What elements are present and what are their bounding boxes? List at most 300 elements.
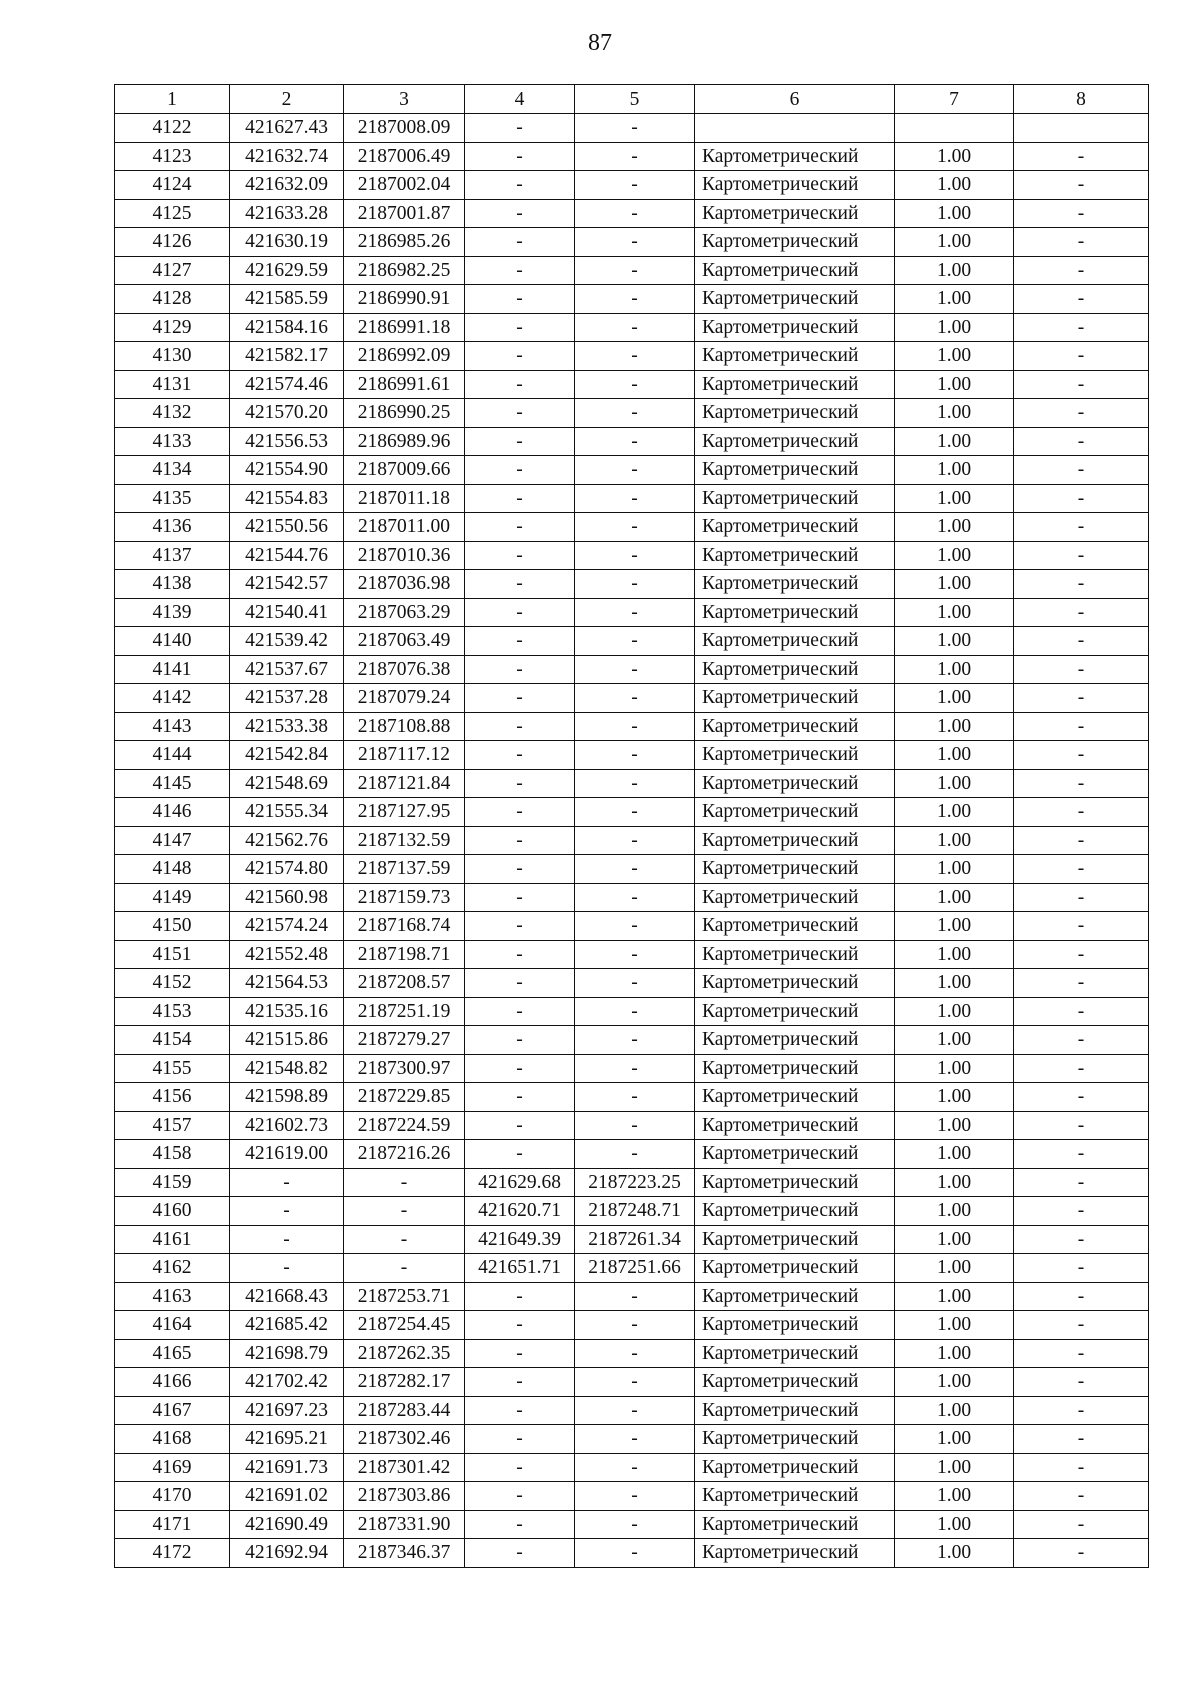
accuracy-cell: 1.00 [895,1225,1014,1254]
table-row [115,427,1149,456]
x-coordinate-cell: - [230,1197,344,1226]
point-number-cell: 4148 [115,855,230,884]
x-coordinate-alt-cell: - [465,798,575,827]
y-coordinate-alt-cell: - [575,598,695,627]
y-coordinate-cell: 2187229.85 [344,1083,465,1112]
note-cell: - [1014,1026,1149,1055]
point-number-cell: 4172 [115,1539,230,1568]
method-cell: Картометрический [695,1453,895,1482]
accuracy-cell: 1.00 [895,598,1014,627]
note-cell: - [1014,1396,1149,1425]
method-cell: Картометрический [695,370,895,399]
y-coordinate-cell: 2186990.25 [344,399,465,428]
y-coordinate-cell: 2187262.35 [344,1339,465,1368]
y-coordinate-cell: 2187006.49 [344,142,465,171]
method-cell: Картометрический [695,456,895,485]
method-cell: Картометрический [695,427,895,456]
point-number-cell: 4151 [115,940,230,969]
y-coordinate-cell: 2187063.29 [344,598,465,627]
x-coordinate-alt-cell: - [465,627,575,656]
table-row [115,199,1149,228]
y-coordinate-alt-cell: - [575,997,695,1026]
x-coordinate-alt-cell: 421649.39 [465,1225,575,1254]
method-cell: Картометрический [695,627,895,656]
point-number-cell: 4123 [115,142,230,171]
accuracy-cell: 1.00 [895,1140,1014,1169]
table-row [115,1453,1149,1482]
y-coordinate-alt-cell: - [575,712,695,741]
point-number-cell: 4129 [115,313,230,342]
table-row [115,1054,1149,1083]
accuracy-cell: 1.00 [895,997,1014,1026]
point-number-cell: 4133 [115,427,230,456]
point-number-cell: 4167 [115,1396,230,1425]
x-coordinate-alt-cell: - [465,769,575,798]
y-coordinate-alt-cell: - [575,1539,695,1568]
accuracy-cell: 1.00 [895,684,1014,713]
y-coordinate-cell: 2187301.42 [344,1453,465,1482]
y-coordinate-alt-cell: - [575,513,695,542]
y-coordinate-alt-cell: - [575,1425,695,1454]
point-number-cell: 4125 [115,199,230,228]
table-row [115,1368,1149,1397]
accuracy-cell: 1.00 [895,769,1014,798]
method-cell: Картометрический [695,256,895,285]
y-coordinate-cell: 2186985.26 [344,228,465,257]
note-cell: - [1014,142,1149,171]
y-coordinate-cell: 2187011.00 [344,513,465,542]
x-coordinate-cell: 421630.19 [230,228,344,257]
y-coordinate-alt-cell: - [575,769,695,798]
accuracy-cell: 1.00 [895,627,1014,656]
table-row [115,171,1149,200]
method-cell: Картометрический [695,171,895,200]
note-cell: - [1014,1197,1149,1226]
method-cell: Картометрический [695,883,895,912]
x-coordinate-alt-cell: - [465,912,575,941]
note-cell: - [1014,456,1149,485]
table-row [115,1168,1149,1197]
table-row [115,399,1149,428]
x-coordinate-alt-cell: - [465,142,575,171]
accuracy-cell: 1.00 [895,655,1014,684]
y-coordinate-alt-cell: - [575,342,695,371]
x-coordinate-alt-cell: - [465,1482,575,1511]
y-coordinate-cell: 2187302.46 [344,1425,465,1454]
y-coordinate-alt-cell: - [575,1282,695,1311]
y-coordinate-alt-cell: - [575,570,695,599]
y-coordinate-cell: 2186992.09 [344,342,465,371]
note-cell: - [1014,1311,1149,1340]
x-coordinate-cell: 421552.48 [230,940,344,969]
accuracy-cell: 1.00 [895,370,1014,399]
accuracy-cell: 1.00 [895,541,1014,570]
table-row [115,1282,1149,1311]
x-coordinate-alt-cell: - [465,427,575,456]
x-coordinate-cell: 421695.21 [230,1425,344,1454]
y-coordinate-cell: 2187132.59 [344,826,465,855]
point-number-cell: 4156 [115,1083,230,1112]
note-cell: - [1014,912,1149,941]
method-cell: Картометрический [695,484,895,513]
x-coordinate-cell: 421685.42 [230,1311,344,1340]
y-coordinate-cell: 2187063.49 [344,627,465,656]
table-row [115,313,1149,342]
y-coordinate-alt-cell: - [575,1111,695,1140]
point-number-cell: 4143 [115,712,230,741]
table-row [115,855,1149,884]
x-coordinate-cell: 421702.42 [230,1368,344,1397]
y-coordinate-cell: 2187253.71 [344,1282,465,1311]
table-row [115,1311,1149,1340]
table-row [115,1225,1149,1254]
y-coordinate-alt-cell: - [575,142,695,171]
x-coordinate-cell: 421574.80 [230,855,344,884]
accuracy-cell: 1.00 [895,484,1014,513]
x-coordinate-alt-cell: - [465,256,575,285]
x-coordinate-cell: 421548.82 [230,1054,344,1083]
x-coordinate-cell: 421691.02 [230,1482,344,1511]
x-coordinate-cell: 421598.89 [230,1083,344,1112]
method-cell: Картометрический [695,1026,895,1055]
note-cell: - [1014,1425,1149,1454]
y-coordinate-alt-cell: - [575,1482,695,1511]
accuracy-cell: 1.00 [895,1083,1014,1112]
table-row [115,1026,1149,1055]
table-row [115,370,1149,399]
point-number-cell: 4134 [115,456,230,485]
point-number-cell: 4131 [115,370,230,399]
accuracy-cell: 1.00 [895,1026,1014,1055]
x-coordinate-alt-cell: - [465,598,575,627]
x-coordinate-alt-cell: - [465,969,575,998]
note-cell: - [1014,541,1149,570]
y-coordinate-alt-cell: - [575,1368,695,1397]
x-coordinate-cell: 421619.00 [230,1140,344,1169]
point-number-cell: 4127 [115,256,230,285]
x-coordinate-alt-cell: - [465,1453,575,1482]
point-number-cell: 4150 [115,912,230,941]
x-coordinate-alt-cell: - [465,684,575,713]
y-coordinate-cell: 2187008.09 [344,114,465,143]
method-cell: Картометрический [695,1482,895,1511]
point-number-cell: 4128 [115,285,230,314]
y-coordinate-alt-cell: 2187261.34 [575,1225,695,1254]
point-number-cell: 4146 [115,798,230,827]
x-coordinate-cell: 421539.42 [230,627,344,656]
y-coordinate-alt-cell: - [575,627,695,656]
coordinates-table [114,84,1149,1568]
accuracy-cell: 1.00 [895,855,1014,884]
point-number-cell: 4166 [115,1368,230,1397]
note-cell: - [1014,712,1149,741]
y-coordinate-cell: 2187137.59 [344,855,465,884]
accuracy-cell: 1.00 [895,940,1014,969]
table-row [115,798,1149,827]
y-coordinate-cell: 2187279.27 [344,1026,465,1055]
x-coordinate-cell: 421540.41 [230,598,344,627]
x-coordinate-alt-cell: - [465,171,575,200]
y-coordinate-cell: 2186990.91 [344,285,465,314]
x-coordinate-cell: 421537.67 [230,655,344,684]
table-row [115,741,1149,770]
accuracy-cell: 1.00 [895,1111,1014,1140]
point-number-cell: 4163 [115,1282,230,1311]
point-number-cell: 4135 [115,484,230,513]
x-coordinate-cell: 421515.86 [230,1026,344,1055]
y-coordinate-cell: - [344,1197,465,1226]
table-row [115,1396,1149,1425]
accuracy-cell: 1.00 [895,1510,1014,1539]
accuracy-cell: 1.00 [895,1254,1014,1283]
note-cell: - [1014,199,1149,228]
note-cell: - [1014,997,1149,1026]
method-cell: Картометрический [695,1254,895,1283]
method-cell: Картометрический [695,570,895,599]
point-number-cell: 4132 [115,399,230,428]
accuracy-cell: 1.00 [895,883,1014,912]
table-row [115,256,1149,285]
y-coordinate-cell: 2187011.18 [344,484,465,513]
point-number-cell: 4162 [115,1254,230,1283]
accuracy-cell: 1.00 [895,912,1014,941]
note-cell: - [1014,1225,1149,1254]
point-number-cell: 4141 [115,655,230,684]
point-number-cell: 4155 [115,1054,230,1083]
x-coordinate-cell: 421632.74 [230,142,344,171]
accuracy-cell: 1.00 [895,228,1014,257]
x-coordinate-cell: 421556.53 [230,427,344,456]
note-cell: - [1014,484,1149,513]
column-header-6: 6 [695,85,895,114]
x-coordinate-alt-cell: - [465,1311,575,1340]
y-coordinate-alt-cell: - [575,228,695,257]
x-coordinate-cell: 421550.56 [230,513,344,542]
x-coordinate-alt-cell: - [465,655,575,684]
x-coordinate-cell: 421562.76 [230,826,344,855]
x-coordinate-cell: 421582.17 [230,342,344,371]
y-coordinate-cell: 2186982.25 [344,256,465,285]
note-cell: - [1014,1282,1149,1311]
accuracy-cell: 1.00 [895,741,1014,770]
page-number: 87 [588,30,612,56]
point-number-cell: 4160 [115,1197,230,1226]
y-coordinate-cell: 2187159.73 [344,883,465,912]
y-coordinate-alt-cell: - [575,826,695,855]
accuracy-cell: 1.00 [895,1539,1014,1568]
accuracy-cell: 1.00 [895,1368,1014,1397]
method-cell: Картометрический [695,712,895,741]
point-number-cell: 4149 [115,883,230,912]
accuracy-cell: 1.00 [895,1425,1014,1454]
accuracy-cell: 1.00 [895,199,1014,228]
column-header-7: 7 [895,85,1014,114]
accuracy-cell: 1.00 [895,570,1014,599]
note-cell: - [1014,655,1149,684]
method-cell: Картометрический [695,940,895,969]
y-coordinate-alt-cell: - [575,855,695,884]
accuracy-cell [895,114,1014,143]
note-cell: - [1014,940,1149,969]
accuracy-cell: 1.00 [895,313,1014,342]
method-cell: Картометрический [695,1282,895,1311]
method-cell: Картометрический [695,1083,895,1112]
point-number-cell: 4169 [115,1453,230,1482]
y-coordinate-cell: 2187254.45 [344,1311,465,1340]
x-coordinate-alt-cell: - [465,1510,575,1539]
x-coordinate-cell: 421691.73 [230,1453,344,1482]
x-coordinate-alt-cell: - [465,883,575,912]
point-number-cell: 4153 [115,997,230,1026]
note-cell: - [1014,1368,1149,1397]
point-number-cell: 4122 [115,114,230,143]
x-coordinate-cell: 421633.28 [230,199,344,228]
x-coordinate-alt-cell: - [465,370,575,399]
note-cell: - [1014,1168,1149,1197]
note-cell: - [1014,598,1149,627]
x-coordinate-cell: - [230,1254,344,1283]
x-coordinate-cell: 421697.23 [230,1396,344,1425]
x-coordinate-alt-cell: - [465,541,575,570]
x-coordinate-cell: 421690.49 [230,1510,344,1539]
point-number-cell: 4136 [115,513,230,542]
x-coordinate-cell: 421542.57 [230,570,344,599]
y-coordinate-cell: 2187300.97 [344,1054,465,1083]
x-coordinate-cell: 421574.46 [230,370,344,399]
table-row [115,883,1149,912]
note-cell: - [1014,627,1149,656]
x-coordinate-alt-cell: - [465,1425,575,1454]
x-coordinate-cell: 421692.94 [230,1539,344,1568]
x-coordinate-cell: 421574.24 [230,912,344,941]
accuracy-cell: 1.00 [895,1453,1014,1482]
method-cell: Картометрический [695,598,895,627]
point-number-cell: 4168 [115,1425,230,1454]
point-number-cell: 4164 [115,1311,230,1340]
table-row [115,484,1149,513]
y-coordinate-cell: 2187076.38 [344,655,465,684]
y-coordinate-cell: 2187346.37 [344,1539,465,1568]
y-coordinate-cell: 2186991.61 [344,370,465,399]
y-coordinate-cell: - [344,1225,465,1254]
x-coordinate-cell: 421602.73 [230,1111,344,1140]
accuracy-cell: 1.00 [895,1311,1014,1340]
point-number-cell: 4139 [115,598,230,627]
method-cell: Картометрический [695,798,895,827]
note-cell: - [1014,1453,1149,1482]
x-coordinate-cell: 421668.43 [230,1282,344,1311]
method-cell: Картометрический [695,969,895,998]
method-cell: Картометрический [695,1168,895,1197]
table-row [115,940,1149,969]
method-cell: Картометрический [695,1197,895,1226]
y-coordinate-alt-cell: - [575,313,695,342]
x-coordinate-cell: 421585.59 [230,285,344,314]
table-row [115,456,1149,485]
method-cell: Картометрический [695,1368,895,1397]
y-coordinate-cell: 2187121.84 [344,769,465,798]
y-coordinate-alt-cell: - [575,427,695,456]
column-header-4: 4 [465,85,575,114]
table-row [115,1197,1149,1226]
table-row [115,342,1149,371]
method-cell: Картометрический [695,741,895,770]
method-cell: Картометрический [695,142,895,171]
note-cell: - [1014,1054,1149,1083]
method-cell: Картометрический [695,285,895,314]
y-coordinate-alt-cell: - [575,1311,695,1340]
table-row [115,1140,1149,1169]
note-cell: - [1014,1539,1149,1568]
y-coordinate-alt-cell: - [575,1510,695,1539]
x-coordinate-alt-cell: - [465,1539,575,1568]
y-coordinate-alt-cell: - [575,1026,695,1055]
accuracy-cell: 1.00 [895,1282,1014,1311]
y-coordinate-alt-cell: - [575,912,695,941]
table-header-row [115,85,1149,114]
y-coordinate-cell: 2186991.18 [344,313,465,342]
x-coordinate-alt-cell: - [465,1083,575,1112]
x-coordinate-alt-cell: - [465,484,575,513]
method-cell: Картометрический [695,399,895,428]
method-cell: Картометрический [695,769,895,798]
point-number-cell: 4137 [115,541,230,570]
point-number-cell: 4130 [115,342,230,371]
y-coordinate-cell: 2187283.44 [344,1396,465,1425]
x-coordinate-alt-cell: - [465,570,575,599]
note-cell: - [1014,399,1149,428]
x-coordinate-alt-cell: - [465,1111,575,1140]
note-cell: - [1014,171,1149,200]
note-cell: - [1014,256,1149,285]
x-coordinate-cell: 421542.84 [230,741,344,770]
point-number-cell: 4159 [115,1168,230,1197]
method-cell: Картометрический [695,1225,895,1254]
point-number-cell: 4152 [115,969,230,998]
accuracy-cell: 1.00 [895,256,1014,285]
point-number-cell: 4140 [115,627,230,656]
x-coordinate-alt-cell: - [465,997,575,1026]
note-cell: - [1014,769,1149,798]
y-coordinate-alt-cell: - [575,1396,695,1425]
y-coordinate-cell: 2186989.96 [344,427,465,456]
y-coordinate-alt-cell: - [575,684,695,713]
y-coordinate-alt-cell: - [575,1054,695,1083]
column-header-3: 3 [344,85,465,114]
table-row [115,513,1149,542]
point-number-cell: 4147 [115,826,230,855]
y-coordinate-alt-cell: - [575,1140,695,1169]
note-cell: - [1014,855,1149,884]
table-row [115,1510,1149,1539]
table-row [115,1339,1149,1368]
y-coordinate-alt-cell: - [575,484,695,513]
x-coordinate-cell: 421560.98 [230,883,344,912]
accuracy-cell: 1.00 [895,1482,1014,1511]
note-cell: - [1014,1254,1149,1283]
y-coordinate-alt-cell: 2187248.71 [575,1197,695,1226]
note-cell: - [1014,798,1149,827]
table-row [115,1111,1149,1140]
accuracy-cell: 1.00 [895,513,1014,542]
table-row [115,1083,1149,1112]
note-cell: - [1014,741,1149,770]
point-number-cell: 4126 [115,228,230,257]
accuracy-cell: 1.00 [895,399,1014,428]
y-coordinate-cell: 2187224.59 [344,1111,465,1140]
y-coordinate-alt-cell: - [575,399,695,428]
method-cell: Картометрический [695,1054,895,1083]
